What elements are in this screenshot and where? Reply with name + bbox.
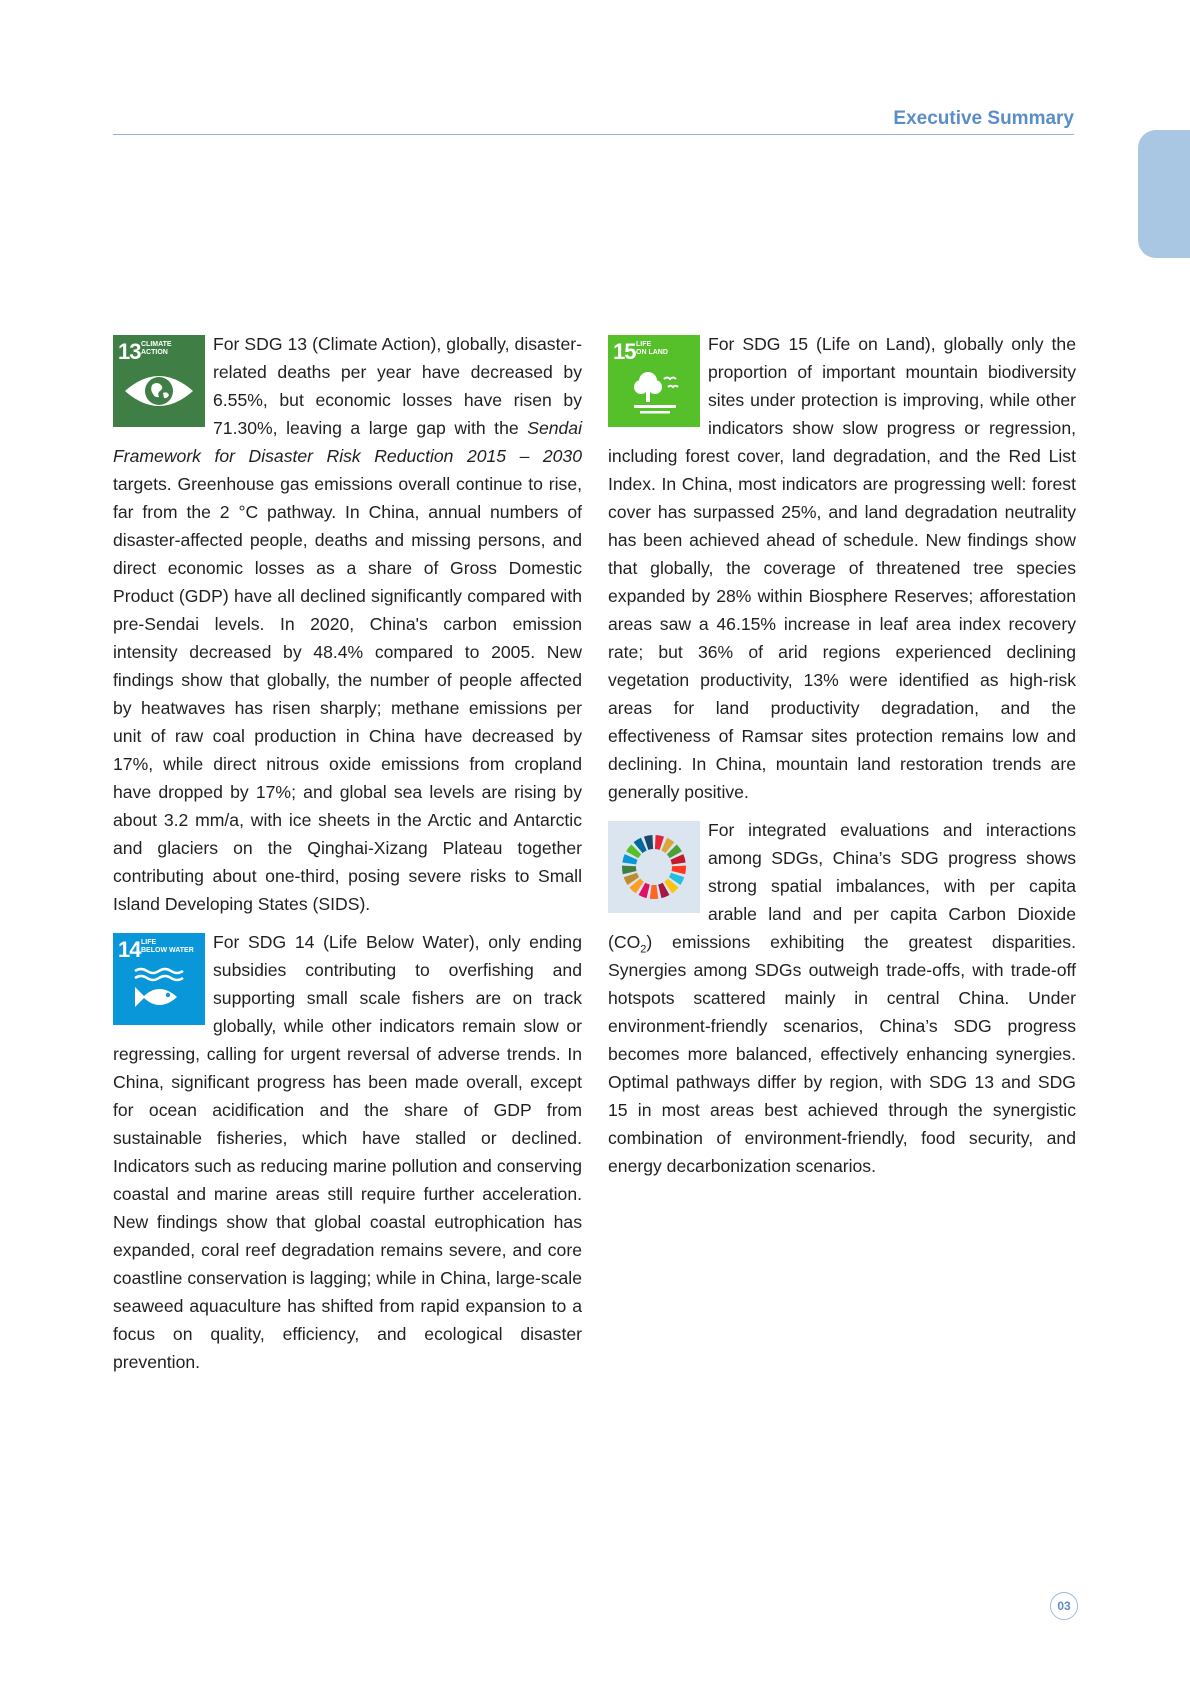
eye-globe-icon <box>113 335 205 427</box>
sdg15-icon-number: 15 <box>613 339 636 364</box>
sdg14-icon-number: 14 <box>118 937 141 962</box>
sdg13-paragraph <box>113 330 582 918</box>
sdg14-text: For SDG 14 (Life Below Water), only ending subsidies contributing to overfishing and supporting small scale fishers are on track globally, while other indicators remain slow or regressing, calling for urgent reversal of adverse trends. In China, significant progress has been made overall, except for ocean acidification and the share of GDP from sustainable fisheries, which have stalled or declined. Indicators such as reducing marine pollution and conserving coastal and marine areas still require further acceleration. New findings show that global coastal eutrophication has expanded, coral reef degradation remains severe, and core coastline conservation is lagging; while in China, large-scale seaweed aquaculture has shifted from rapid expansion to a focus on quality, efficiency, and ecological disaster prevention. <box>113 932 582 1372</box>
sdg15-icon-label: LIFE ON LAND <box>636 341 668 356</box>
sdg15-text: For SDG 15 (Life on Land), globally only the proportion of important mountain biodiversity sites under protection is improving, while other indicators show slow progress or regression, including forest cover, land degradation, and the Red List Index. In China, most indicators are progressing well: forest cover has surpassed 25%, and land degradation neutrality has been achieved ahead of schedule. New findings show that globally, the coverage of threatened tree species expanded by 28% within Biosphere Reserves; afforestation areas saw a 46.15% increase in leaf area index recovery rate; but 36% of arid regions experienced declining vegetation productivity, 13% were identified as high-risk areas for land productivity degradation, and the effectiveness of Ramsar sites protection remains low and declining. In China, mountain land restoration trends are generally positive. <box>608 334 1076 802</box>
sdg15-paragraph <box>608 330 1076 806</box>
sendai-framework-title: Sendai Framework for Disaster Risk Reduction 2015 – 2030 <box>113 418 582 466</box>
integrated-text-part2: ) emissions exhibiting the greatest disparities. Synergies among SDGs outweigh trade-offs, with trade-off hotspots scattered mainly in central China. Under environment-friendly scenarios, China’s SDG progress becomes more balanced, effectively enhancing synergies. Optimal pathways differ by region, with SDG 13 and SDG 15 in most areas best achieved through the synergistic combination of environment-friendly, food security, and energy decarbonization scenarios. <box>608 932 1076 1176</box>
fish-waves-icon <box>113 933 205 1025</box>
left-column <box>113 330 582 1376</box>
integrated-paragraph <box>608 816 1076 1180</box>
sdg13-icon <box>113 335 205 427</box>
sdg15-icon <box>608 335 700 427</box>
tree-birds-icon <box>608 335 700 427</box>
sdg14-icon <box>113 933 205 1025</box>
sdg14-icon-label: LIFE BELOW WATER <box>141 939 194 954</box>
page-title: Executive Summary <box>893 108 1074 129</box>
co2-subscript: 2 <box>640 943 647 956</box>
sdg13-text-part1: For SDG 13 (Climate Action), globally, disaster-related deaths per year have decreased by 6.55%, but economic losses have risen by 71.30%, leaving a large gap with the <box>213 334 582 438</box>
integrated-text-part1: For integrated evaluations and interactions among SDGs, China’s SDG progress shows strong spatial imbalances, with per capita arable land and per capita Carbon Dioxide (CO <box>608 820 1076 952</box>
sdg-wheel-icon <box>608 821 700 913</box>
right-column <box>608 330 1076 1180</box>
sdg13-icon-number: 13 <box>118 339 141 364</box>
side-tab <box>1138 130 1190 258</box>
page-number: 03 <box>1050 1592 1078 1620</box>
sdg14-paragraph <box>113 928 582 1376</box>
wheel-segment <box>672 866 686 875</box>
sdg13-icon-label: CLIMATE ACTION <box>141 341 172 356</box>
header-divider <box>113 134 1074 135</box>
sdg13-text-part2: targets. Greenhouse gas emissions overall continue to rise, far from the 2 °C pathway. In China, annual numbers of disaster-affected people, deaths and missing persons, and direct economic losses as a share of Gross Domestic Product (GDP) have all declined significantly compared with pre-Sendai levels. In 2020, China's carbon emission intensity decreased by 48.4% compared to 2005. New findings show that globally, the number of people affected by heatwaves has risen sharply; methane emissions per unit of raw coal production in China have decreased by 17%, while direct nitrous oxide emissions from cropland have dropped by 17%; and global sea levels are rising by about 3.2 mm/a, with ice sheets in the Arctic and Antarctic and glaciers on the Qinghai-Xizang Plateau together contributing about one-third, posing severe risks to Small Island Developing States (SIDS). <box>113 474 582 914</box>
wheel-segment <box>622 866 636 875</box>
sdg-color-wheel <box>608 821 700 913</box>
wheel-segment <box>650 885 659 899</box>
